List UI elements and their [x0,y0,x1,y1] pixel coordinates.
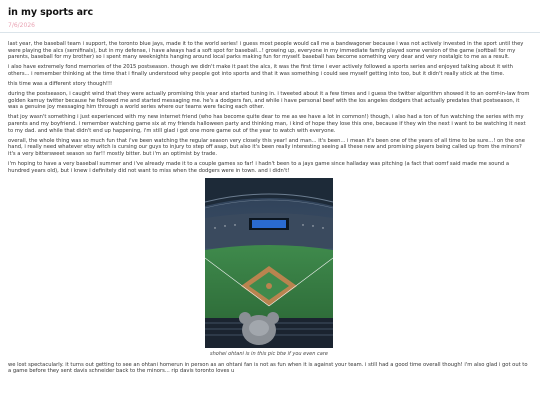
paragraph: i'm hoping to have a very baseball summer and i've already made it to a couple games so far! i hadn't been to a jays game since halladay was pitching (a fact that oomf said made me sound a hundred years old), but i knew i definitely did not want to miss when the dodgers were in town. and i didn't! [8,160,510,174]
post-date: 7/6/2026 [8,22,35,29]
paragraph: last year, the baseball team i support, the toronto blue jays, made it to the world series! i guess most people would call me a bandwagoner because i was not actively invested in the sport until they were playing the alcs (semifinals), but in my defense, i have always had a soft spot for baseball...! growing up, everyone in my immediate family played some version of the game (softball for my parents, baseball for my brother) so i spent many weeknights hanging around local parks making fun for myself. baseball has become something very dear and very nostalgic to me as a result. [8,41,524,61]
post-title: in my sports arc [8,7,94,18]
paragraph: this time was a different story though!!! [8,80,113,87]
photo-caption: shohei ohtani is in this pic btw if you even care [210,351,328,358]
paragraph: that joy wasn't something i just experienced with my new internet friend (who has become quite dear to me as we have a lot in common!) though, i also had a ton of fun watching the series with my parents and my boyfriend. i remember watching game six at my friends halloween party and thinking man, i kind of hope they lose this one, because if they win the next i want to be watching it next to my dad. and while that didn't end up happening, i'm still glad i got one more game out of the year to watch with everyone. [8,114,526,134]
paragraph: i also have extremely fond memories of the 2015 postseason. though we didn't make it past the alcs, it was the first time i ever actively followed a sports series and enjoyed talking about it with others... i remember thinking at the time that i finally understood why people got into sports and that it was something i could see myself getting into too, but it didn't really stick at the time. [8,64,513,77]
paragraph: overall, the whole thing was so much fun that i've been watching the regular season very closely this year! and man... it's been... i mean it's been one of the years of all time to be sure...! on the one hand, i really need whatever etsy witch is cursing our guys to injury to step off asap, but also it's been really interesting seeing all these new and promising players being called up from the minors? it's a very bittersweet season so far!! mostly bitter. but i'm an optimist by trade. [8,137,525,157]
post-header [0,0,540,30]
header-divider [0,32,540,33]
post-body [8,41,530,378]
paragraph: during the postseason, i caught wind that they were actually promising this year and started tuning in. i tweeted about it a few times and i guess the twitter algorithm showed it to an oomf-in-law from golden kamuy twitter because he followed me and started messaging me. he's a dodgers fan, and while i have personal beef with the los angeles dodgers that actually predates that postseason, it was a genuine joy messaging him through a world series where our teams were facing each other. [8,91,530,111]
photo-block [8,178,530,358]
stadium-photo [205,178,333,348]
paragraph: we lost spectacularly. it turns out getting to see an ohtani homerun in person as an ohtani fan is not as fun when it is against your team. i still had a good time overall though! i'm also glad i got out to a game before they sent davis schneider back to the minors... rip davis toronto loves u [8,361,528,375]
